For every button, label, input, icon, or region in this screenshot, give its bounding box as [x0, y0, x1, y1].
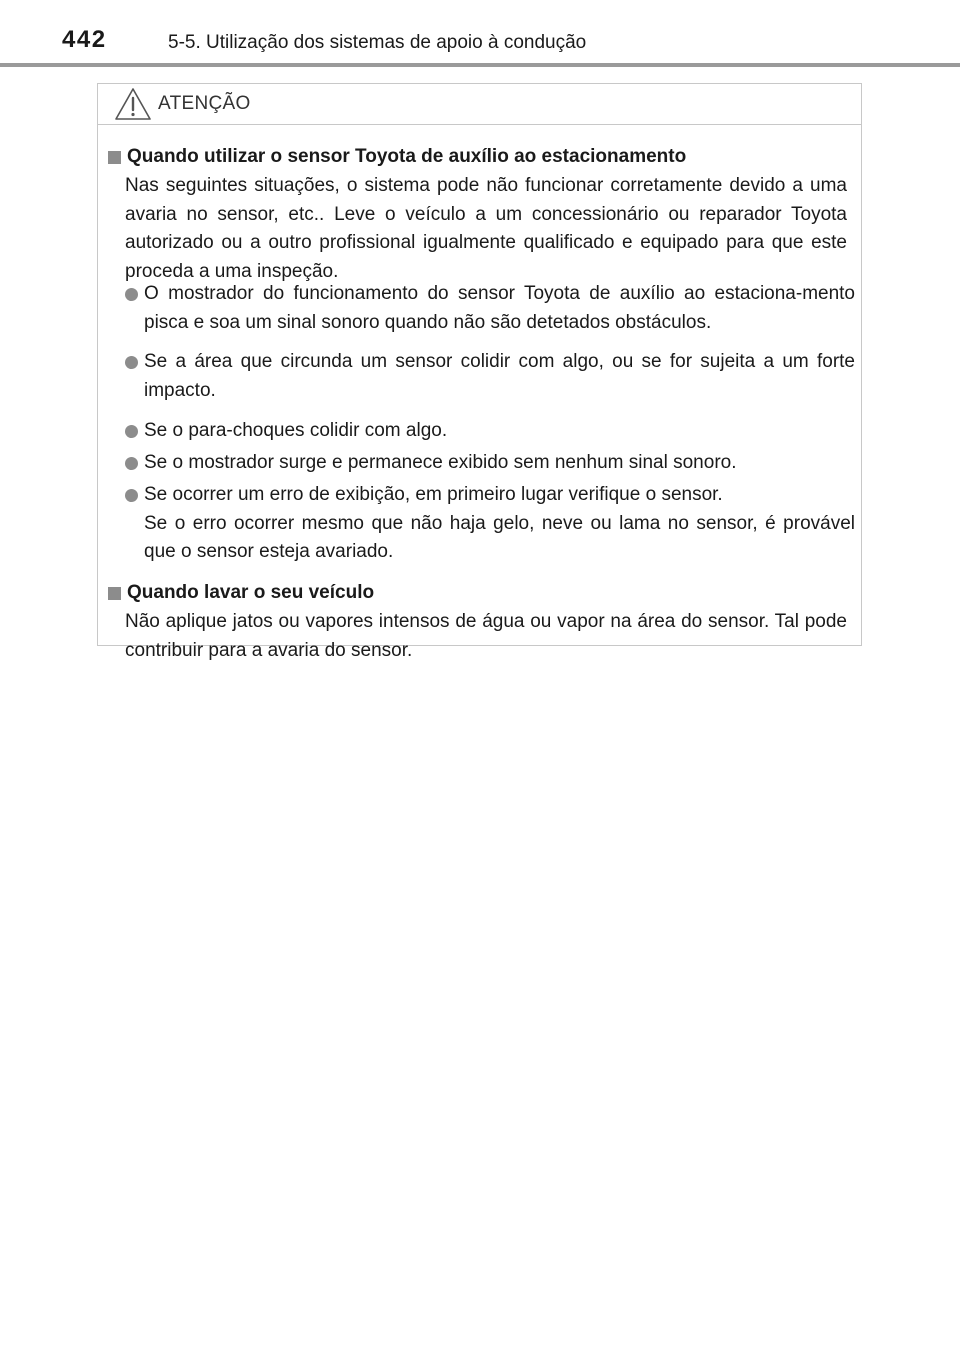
warning-header: [98, 84, 861, 125]
page-number: 442: [62, 26, 107, 53]
list-item-text: Se a área que circunda um sensor colidir com algo, ou se for sujeita a um forte impacto.: [144, 351, 855, 401]
section-heading: [108, 143, 686, 171]
list-item: [125, 348, 855, 405]
page-header: [0, 0, 960, 68]
circle-bullet-icon: [125, 356, 138, 369]
circle-bullet-icon: [125, 489, 138, 502]
list-item: [125, 417, 855, 446]
square-bullet-icon: [108, 587, 121, 600]
warning-triangle-icon: [114, 87, 152, 121]
section-title: 5-5. Utilização dos sistemas de apoio à condução: [168, 32, 587, 53]
circle-bullet-icon: [125, 288, 138, 301]
section-heading: [108, 579, 374, 607]
list-item: [125, 449, 855, 478]
list-item-text: Se o mostrador surge e permanece exibido sem nenhum sinal sonoro.: [144, 452, 737, 473]
circle-bullet-icon: [125, 457, 138, 470]
list-item-text: Se o para-choques colidir com algo.: [144, 420, 448, 441]
list-item-line: Se ocorrer um erro de exibição, em primeiro lugar verifique o sensor.: [144, 484, 723, 505]
list-item-text: O mostrador do funcionamento do sensor Toyota de auxílio ao estaciona-mento pisca e soa um sinal sonoro quando não são detetados obstáculos.: [144, 283, 855, 333]
list-item-text: [144, 481, 855, 567]
square-bullet-icon: [108, 151, 121, 164]
list-item: [125, 280, 855, 337]
section-heading-text: Quando lavar o seu veículo: [127, 582, 375, 603]
section-paragraph: Nas seguintes situações, o sistema pode não funcionar corretamente devido a uma avaria no sensor, etc.. Leve o veículo a um concessionário ou reparador Toyota autorizado ou a outro profissional igualmente qualificado e equipado para que este proceda a uma inspeção.: [125, 175, 847, 282]
list-item-line: Se o erro ocorrer mesmo que não haja gelo, neve ou lama no sensor, é provável que o sensor esteja avariado.: [144, 512, 855, 562]
list-item: [125, 481, 855, 567]
section-paragraph: Não aplique jatos ou vapores intensos de água ou vapor na área do sensor. Tal pode contribuir para a avaria do sensor.: [125, 611, 847, 661]
circle-bullet-icon: [125, 425, 138, 438]
section-heading-text: Quando utilizar o sensor Toyota de auxílio ao estacionamento: [127, 146, 687, 167]
header-rule: [0, 63, 960, 67]
warning-title: ATENÇÃO: [158, 93, 251, 114]
warning-box: [97, 83, 862, 661]
